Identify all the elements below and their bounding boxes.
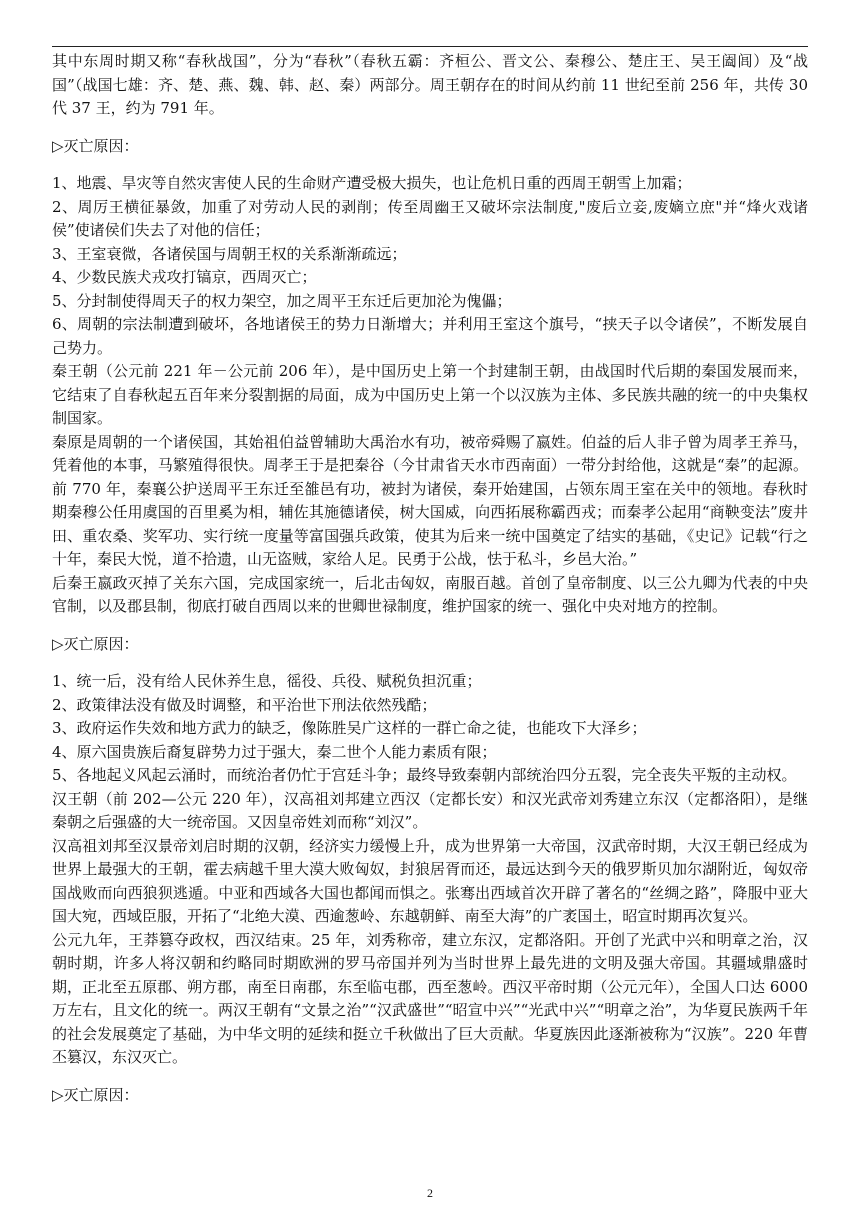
qin-intro-paragraph: 秦王朝（公元前 221 年－公元前 206 年），是中国历史上第一个封建制王朝，由战国时代后期的秦国发展而来，它结束了自春秋起五百年来分裂割据的局面，成为中国历史上第一个以汉族为主体、多民族共融的统一的中央集权制国家。: [52, 362, 808, 427]
zhou-reason-1: 1、地震、旱灾等自然灾害使人民的生命财产遭受极大损失，也让危机日重的西周王朝雪上加霜；: [52, 174, 692, 192]
zhou-reason-6: 6、周朝的宗法制遭到破坏，各地诸侯王的势力日渐增大；并利用王室这个旗号，“挟天子以令诸侯”，不断发展自己势力。: [52, 315, 808, 357]
han-eastern-paragraph: 公元九年，王莽篡夺政权，西汉结束。25 年，刘秀称帝，建立东汉，定都洛阳。开创了光武中兴和明章之治，汉朝时期，许多人将汉朝和约略同时期欧洲的罗马帝国并列为当时世界上最先进的文明及强大帝国。其疆域鼎盛时期，正北至五原郡、朔方郡，南至日南郡，东至临屯郡，西至葱岭。西汉平帝时期（公元元年），全国人口达 6000 万左右，且文化的统一。两汉王朝有“文景之治”“汉武盛世”“昭宣中兴”“光武中兴”“明章之治”，为华夏民族两千年的社会发展奠定了基础，为中华文明的延续和挺立千秋做出了巨大贡献。华夏族因此逐渐被称为“汉族”。220 年曹丕篡汉，东汉灭亡。: [52, 930, 808, 1066]
zhou-intro-paragraph: 其中东周时期又称“春秋战国”，分为“春秋”（春秋五霸：齐桓公、晋文公、秦穆公、楚庄王、吴王阖闾）及“战国”（战国七雄：齐、楚、燕、魏、韩、赵、秦）两部分。周王朝存在的时间从约前 11 世纪至前 256 年，共传 30 代 37 王，约为 791 年。: [52, 52, 808, 117]
header-rule: [52, 46, 808, 47]
han-fall-heading: ▷灭亡原因：: [52, 1085, 139, 1104]
zhou-reason-2: 2、周厉王横征暴敛，加重了对劳动人民的剥削；传至周幽王又破坏宗法制度,"废后立妾,废嫡立庶"并“烽火戏诸侯”使诸侯们失去了对他的信任；: [52, 197, 808, 239]
qin-reason-5: 5、各地起义风起云涌时，而统治者仍忙于宫廷斗争；最终导致秦朝内部统治四分五裂，完全丧失平叛的主动权。: [52, 766, 797, 784]
qin-reason-1: 1、统一后，没有给人民休养生息，徭役、兵役、赋税负担沉重；: [52, 672, 482, 690]
zhou-reason-4: 4、少数民族犬戎攻打镐京，西周灭亡；: [52, 268, 317, 286]
qin-unification-paragraph: 后秦王嬴政灭掉了关东六国，完成国家统一，后北击匈奴，南服百越。首创了皇帝制度、以三公九卿为代表的中央官制，以及郡县制，彻底打破自西周以来的世卿世禄制度，维护国家的统一、强化中央对地方的控制。: [52, 573, 808, 615]
zhou-fall-heading: ▷灭亡原因：: [52, 136, 139, 155]
qin-origin-paragraph: 秦原是周朝的一个诸侯国，其始祖伯益曾辅助大禹治水有功，被帝舜赐了嬴姓。伯益的后人非子曾为周孝王养马，凭着他的本事，马繁殖得很快。周孝王于是把秦谷（今甘肃省天水市西南面）一带分封给他，这就是“秦”的起源。前 770 年，秦襄公护送周平王东迁至雒邑有功，被封为诸侯，秦开始建国，占领东周王室在关中的领地。春秋时期秦穆公任用虞国的百里奚为相，辅佐其施德诸侯，树大国威，向西拓展称霸西戎；而秦孝公起用“商鞅变法”废井田、重农桑、奖军功、实行统一度量等富国强兵政策，使其为后来一统中国奠定了结实的基础，《史记》记载“行之十年，秦民大悦，道不拾遗，山无盗贼，家给人足。民勇于公战，怯于私斗，乡邑大治。”: [52, 432, 808, 568]
qin-reason-4: 4、原六国贵族后裔复辟势力过于强大，秦二世个人能力素质有限；: [52, 742, 497, 761]
zhou-reason-3: 3、王室衰微，各诸侯国与周朝王权的关系渐渐疏远；: [52, 244, 407, 263]
qin-reason-2: 2、政策律法没有做及时调整，和平治世下刑法依然残酷；: [52, 695, 437, 714]
qin-fall-heading: ▷灭亡原因：: [52, 634, 139, 653]
page-number: 2: [427, 1186, 433, 1200]
zhou-reason-5: 5、分封制使得周天子的权力架空，加之周平王东迁后更加沦为傀儡；: [52, 291, 512, 310]
han-western-paragraph: 汉高祖刘邦至汉景帝刘启时期的汉朝，经济实力缓慢上升，成为世界第一大帝国，汉武帝时期，大汉王朝已经成为世界上最强大的王朝，霍去病越千里大漠大败匈奴，封狼居胥而还，最远达到今天的俄罗斯贝加尔湖附近，匈奴帝国战败而向西狼狈逃遁。中亚和西域各大国也都闻而惧之。张骞出西域首次开辟了著名的“丝绸之路”，降服中亚大国大宛，西域臣服，开拓了“北绝大漠、西逾葱岭、东越朝鲜、南至大海”的广袤国土，昭宣时期再次复兴。: [52, 836, 808, 925]
qin-reason-3: 3、政府运作失效和地方武力的缺乏，像陈胜吴广这样的一群亡命之徒，也能攻下大泽乡；: [52, 719, 647, 737]
page-body: [52, 50, 808, 1107]
han-intro-paragraph: 汉王朝（前 202—公元 220 年），汉高祖刘邦建立西汉（定都长安）和汉光武帝刘秀建立东汉（定都洛阳），是继秦朝之后强盛的大一统帝国。又因皇帝姓刘而称“刘汉”。: [52, 789, 808, 831]
